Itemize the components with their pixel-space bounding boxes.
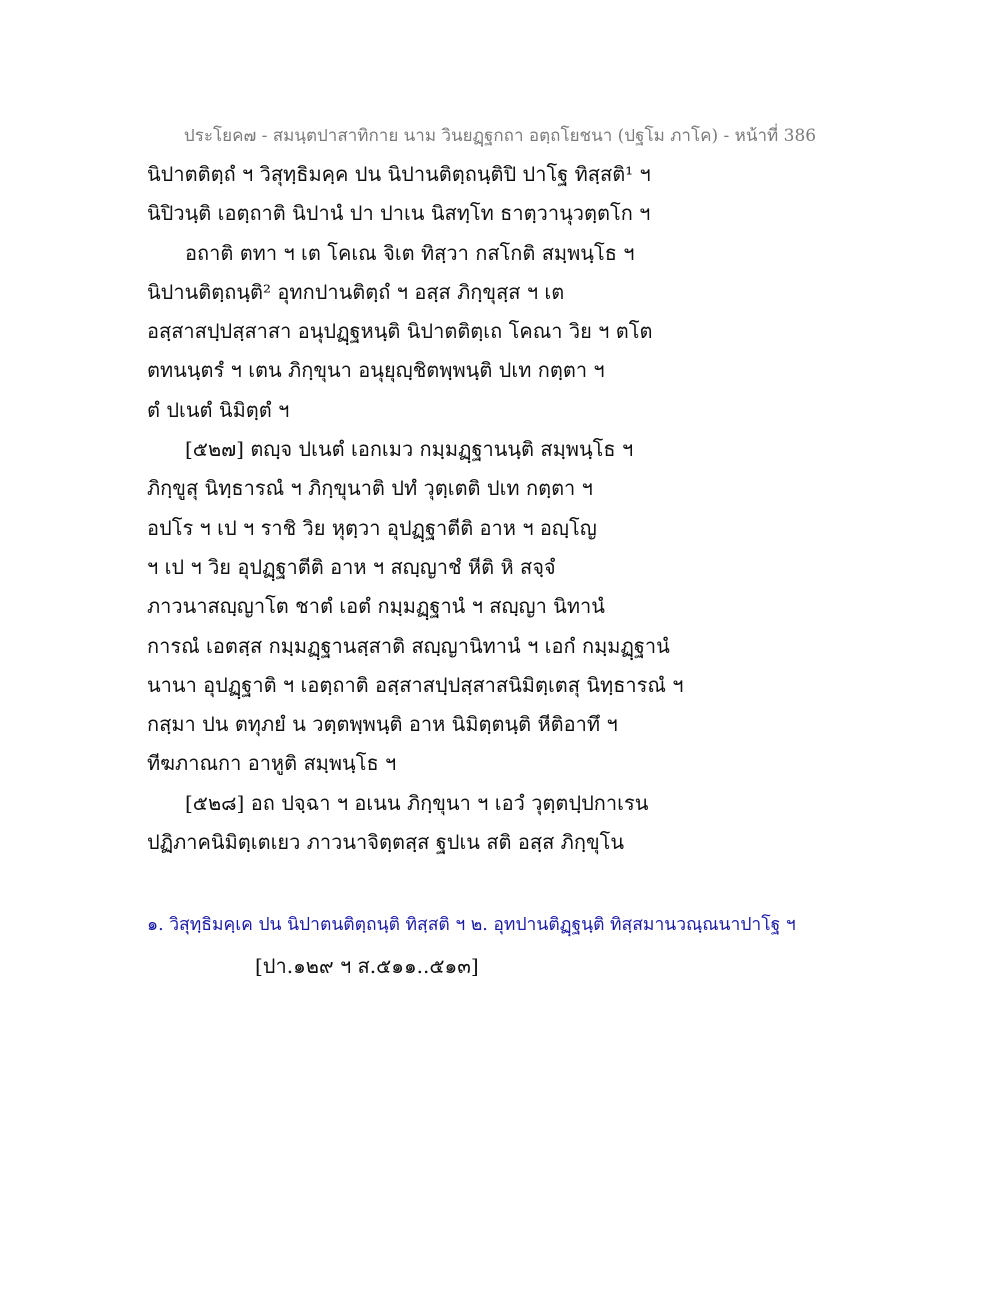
- text-line: นิปาตติตฺถํ ฯ วิสุทฺธิมคฺค ปน นิปานติตฺถนฺติปิ ปาโฐ ทิสฺสติ¹ ฯ: [147, 162, 651, 186]
- text-line: การณํ เอตสฺส กมฺมฏฺฐานสฺสาติ สญฺญานิทานํ ฯ เอกํ กมฺมฏฺฐานํ: [147, 633, 670, 658]
- text-line: อถาติ ตทา ฯ เต โคเณ จิเต ทิสฺวา กสโกติ สมฺพนฺโธ ฯ: [185, 240, 635, 265]
- footnote: ๑. วิสุทฺธิมคฺเค ปน นิปาตนติตฺถนฺติ ทิสฺสติ ฯ ๒. อุทปานติฏฺฐนฺติ ทิสฺสมานวณฺณนาปาโฐ ฯ: [147, 915, 796, 935]
- text-line: กสฺมา ปน ตทุภยํ น วตฺตพฺพนฺติ อาห นิมิตฺตนฺติ หีติอาทึ ฯ: [147, 712, 618, 737]
- text-line: [๕๒๗] ตญฺจ ปเนตํ เอกเมว กมฺมฏฺฐานนฺติ สมฺพนฺโธ ฯ: [185, 437, 634, 462]
- text-line: นานา อุปฏฺฐาติ ฯ เอตฺถาติ อสฺสาสปฺปสฺสาสนิมิตฺเตสุ นิทฺธารณํ ฯ: [147, 672, 684, 697]
- text-line: ตํ ปเนตํ นิมิตฺตํ ฯ: [147, 397, 290, 422]
- page-reference: [ปา.๑๒๙ ฯ ส.๕๑๑..๕๑๓]: [255, 954, 479, 978]
- text-line: อปโร ฯ เป ฯ ราชิ วิย หุตฺวา อุปฏฺฐาตีติ อาห ฯ อญฺโญ: [147, 515, 597, 540]
- text-line: ฯ เป ฯ วิย อุปฏฺฐาตีติ อาห ฯ สญฺญาชํ หีติ หิ สจฺจํ: [147, 554, 556, 579]
- text-line: [๕๒๘] อถ ปจฺฉา ฯ อเนน ภิกฺขุนา ฯ เอวํ วุตฺตปฺปกาเรน: [185, 790, 649, 815]
- body-text: [147, 158, 847, 865]
- text-line: ทีฆภาณกา อาหูติ สมฺพนฺโธ ฯ: [147, 751, 397, 776]
- text-line: ตทนนฺตรํ ฯ เตน ภิกฺขุนา อนุยุญฺชิตพฺพนฺติ ปเท กตฺตา ฯ: [147, 358, 605, 383]
- text-line: ภาวนาสญฺญาโต ชาตํ เอตํ กมฺมฏฺฐานํ ฯ สญฺญา นิทานํ: [147, 594, 605, 619]
- text-line: ปฏิภาคนิมิตฺเตเยว ภาวนาจิตฺตสฺส ฐปเน สติ อสฺส ภิกฺขุโน: [147, 830, 625, 855]
- text-line: นิปิวนฺติ เอตฺถาติ นิปานํ ปา ปาเน นิสทฺโท ธาตฺวานุวตฺตโก ฯ: [147, 201, 651, 226]
- text-line: ภิกฺขูสุ นิทฺธารณํ ฯ ภิกฺขุนาติ ปทํ วุตฺเตติ ปเท กตฺตา ฯ: [147, 476, 593, 501]
- text-line: นิปานติตฺถนฺติ² อุทกปานติตฺถํ ฯ อสฺส ภิกฺขุสฺส ฯ เต: [147, 279, 565, 304]
- page-header: ประโยค๗ - สมนฺตปาสาทิกาย นาม วินยฏฺฐกถา อตฺถโยชนา (ปฐโม ภาโค) - หน้าที่ 386: [183, 126, 817, 146]
- text-line: อสฺสาสปฺปสฺสาสา อนุปฏฺฐหนฺติ นิปาตติตฺเถ โคณา วิย ฯ ตโต: [147, 319, 653, 344]
